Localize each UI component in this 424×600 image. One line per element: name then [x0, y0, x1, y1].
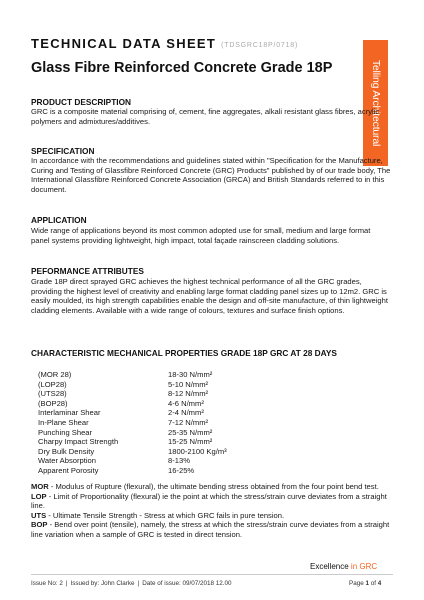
performance-text: Grade 18P direct sprayed GRC achieves the highest technical performance of all the GRC grades, providing the highest level of creativity and enabling large format cladding panel sizes up to 12m2. GRC is easily moulded, its high strength capabilities enable the design and off-site manufacture, of thin lightweight cladding elements. Available with a wide range of colours, textures and surface finish options. [31, 277, 388, 315]
properties-table [38, 370, 227, 476]
table-row [38, 456, 227, 466]
table-row [38, 466, 227, 476]
footer [31, 580, 231, 587]
page-of: of [368, 580, 378, 587]
property-name: Dry Bulk Density [38, 446, 95, 456]
property-value: 4-6 N/mm² [168, 398, 204, 408]
property-value: 15-25 N/mm² [168, 437, 213, 447]
specification-heading: SPECIFICATION [31, 146, 95, 156]
definition-item [31, 482, 393, 492]
definition-text: - Ultimate Tensile Strength - Stress at which GRC fails in pure tension. [46, 510, 285, 520]
product-description-text: GRC is a composite material comprising of, cement, fine aggregates, alkali resistant glass fibres, acrylic polymers and admixtures/additives. [31, 107, 380, 126]
tagline-accent: in GRC [350, 562, 378, 571]
table-row [38, 437, 227, 447]
definition-term: UTS [31, 510, 47, 520]
definition-text: - Modulus of Rupture (flexural), the ultimate bending stress obtained from the four point bend test. [48, 482, 379, 491]
definition-term: BOP [31, 520, 48, 530]
property-name: (UTS28) [38, 389, 67, 399]
definition-text: - Limit of Proportionality (flexural) ie the point at which the stress/strain curve deviates from a straight line. [31, 491, 387, 511]
property-name: Water Absorption [38, 456, 96, 466]
header-title: TECHNICAL DATA SHEET [31, 36, 217, 51]
document-title: Glass Fibre Reinforced Concrete Grade 18P [31, 60, 333, 76]
property-name: In-Plane Shear [38, 417, 89, 427]
definition-item [31, 492, 393, 511]
issue-date: Date of issue: 09/07/2018 12.00 [142, 580, 232, 587]
property-value: 8-13% [168, 456, 190, 466]
definitions-list [31, 482, 393, 540]
brand-logo [363, 40, 388, 166]
mechanical-properties-heading: CHARACTERISTIC MECHANICAL PROPERTIES GRADE 18P GRC AT 28 DAYS [31, 348, 337, 358]
property-name: Punching Shear [38, 427, 93, 437]
property-value: 8-12 N/mm² [168, 389, 209, 399]
property-value: 18-30 N/mm² [168, 370, 213, 379]
issued-by: Issued by: John Clarke [70, 580, 135, 587]
property-name: Charpy Impact Strength [38, 437, 119, 447]
property-value: 1800-2100 Kg/m³ [168, 446, 227, 456]
page-number [349, 580, 381, 587]
sheet-header [31, 36, 298, 51]
table-row [38, 380, 227, 390]
brand-name: Telling Architectural [369, 59, 382, 147]
property-name: (BOP28) [38, 398, 68, 408]
issue-number: Issue No: 2 [31, 580, 63, 587]
footer-divider [31, 574, 393, 575]
property-value: 16-25% [168, 465, 195, 475]
product-description-heading: PRODUCT DESCRIPTION [31, 97, 132, 107]
property-value: 25-35 N/mm² [168, 427, 213, 437]
table-row [38, 408, 227, 418]
table-row [38, 447, 227, 457]
definition-term: LOP [31, 491, 47, 501]
property-name: Apparent Porosity [38, 465, 99, 475]
property-name: (MOR 28) [38, 370, 72, 379]
application-heading: APPLICATION [31, 215, 87, 225]
tagline-prefix: Excellence [310, 562, 351, 571]
table-row [38, 370, 227, 380]
application-text: Wide range of applications beyond its most common adopted use for small, medium and large format panel systems providing lightweight, high impact, total façade rainscreen cladding solutions. [31, 226, 371, 245]
definition-item [31, 520, 393, 539]
footer-separator: | [65, 580, 68, 587]
table-row [38, 418, 227, 428]
property-value: 7-12 N/mm² [168, 417, 209, 427]
document-code: (TDSGRC18P/0718) [221, 42, 299, 49]
definition-item [31, 511, 393, 521]
table-row [38, 428, 227, 438]
specification-text: In accordance with the recommendations and guidelines stated within "Specification for the Manufacture, Curing and Testing of Glassfibre Reinforced Concrete (GRC) Products" published by of our trade body, The International Glassfibre Reinforced Concrete Association (GRCA) and British Standards referred to in this document. [31, 156, 391, 194]
page-prefix: Page [349, 580, 366, 587]
table-row [38, 399, 227, 409]
performance-heading: PEFORMANCE ATTRIBUTES [31, 266, 144, 276]
page-total: 4 [377, 580, 382, 587]
table-row [38, 389, 227, 399]
page-current: 1 [365, 580, 369, 587]
property-value: 2-4 N/mm² [168, 408, 204, 418]
definition-term: MOR [31, 482, 49, 491]
definition-text: - Bend over point (tensile), namely, the stress at which the stress/strain curve deviates from a straight line variation when a sample of GRC is tested in direct tension. [31, 520, 390, 539]
footer-separator: | [137, 580, 140, 587]
property-name: Interlaminar Shear [38, 408, 101, 418]
excellence-tagline [310, 562, 377, 571]
property-value: 5-10 N/mm² [168, 379, 209, 389]
property-name: (LOP28) [38, 379, 67, 389]
